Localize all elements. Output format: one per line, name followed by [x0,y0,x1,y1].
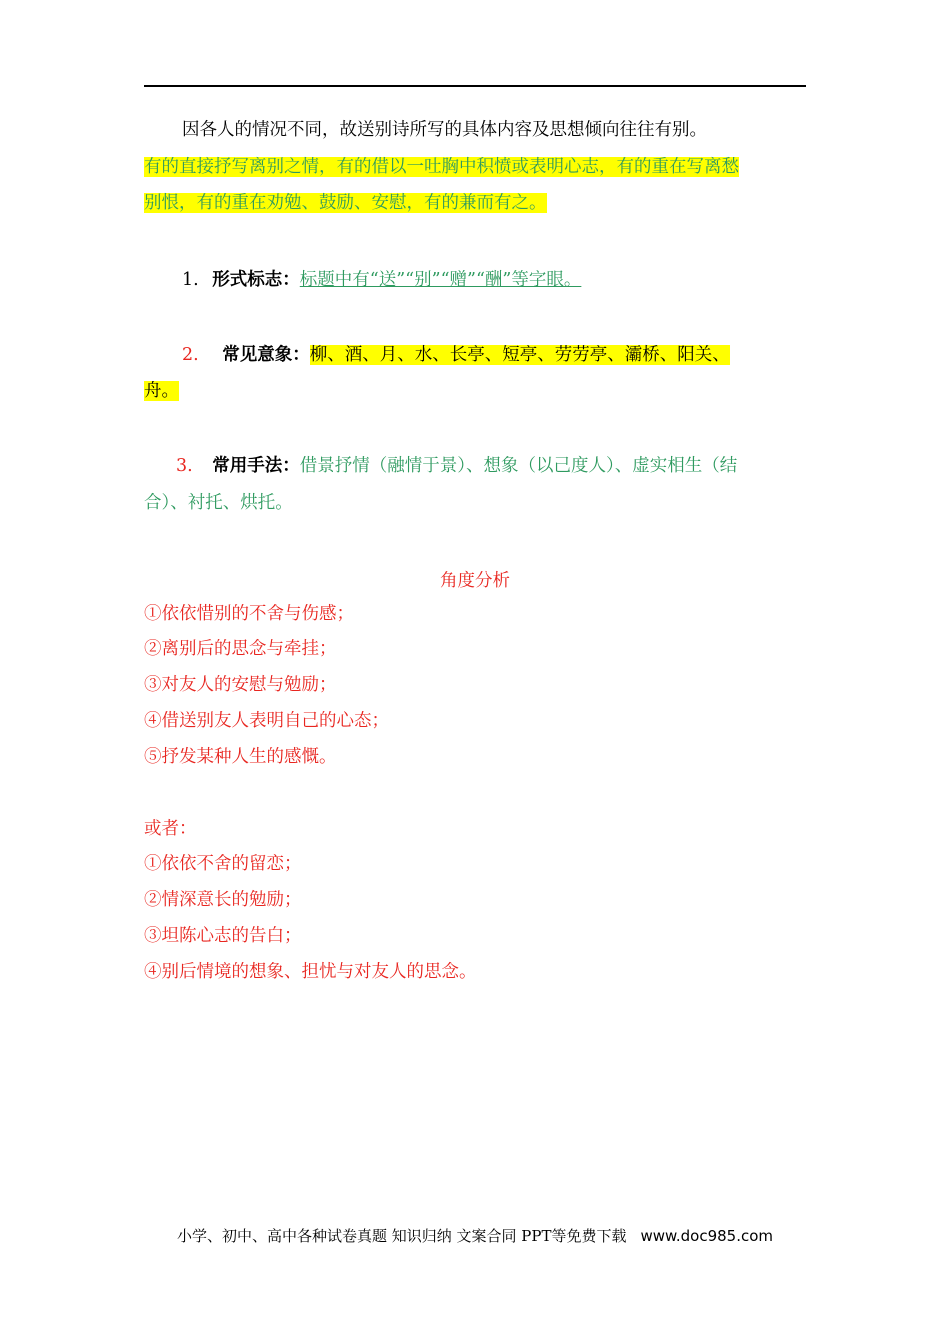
item-text: 柳、酒、月、水、长亭、短亭、劳劳亭、灞桥、阳关、 [309,345,730,365]
item-common-imagery [182,343,730,367]
item-text: 标题中有“送”“别”“赠”“酬”等字眼。 [299,270,582,290]
item-text-cont: 舟。 [144,381,179,401]
list-item: ②情深意长的勉励； [144,890,302,910]
intro-highlight-2: 有的直接抒写离别之情，有的借以一吐胸中积愤或表明心志，有的重在写离愁 [144,157,739,177]
list-item: ⑤抒发某种人生的感慨。 [144,747,337,767]
item-label: 常见意象： [222,345,310,365]
item-common-imagery-cont [144,379,179,403]
item-label: 形式标志： [212,270,300,290]
item-form-marker [182,268,581,292]
intro-line-3 [144,191,547,215]
list-item: ③坦陈心志的告白； [144,926,302,946]
item-common-techniques [176,454,737,478]
item-number: 3. [176,456,193,476]
list-item: ①依依惜别的不舍与伤感； [144,604,354,624]
analysis-title: 角度分析 [440,571,510,591]
footer-text: 小学、初中、高中各种试卷真题 知识归纳 文案合同 PPT等免费下载 [176,1227,627,1245]
list-item: ②离别后的思念与牵挂； [144,639,337,659]
or-label: 或者： [144,819,197,839]
item-number: 1. [182,270,199,290]
page-footer [0,1225,950,1247]
list-item: ③对友人的安慰与勉励； [144,675,337,695]
list-item: ④别后情境的想象、担忧与对友人的思念。 [144,962,477,982]
intro-highlight-3: 别恨，有的重在劝勉、鼓励、安慰，有的兼而有之。 [144,193,547,213]
footer-link[interactable]: www.doc985.com [640,1227,774,1245]
header-rule [144,85,806,87]
intro-line-1: 因各人的情况不同，故送别诗所写的具体内容及思想倾向往往有别。 [182,120,707,140]
list-item: ④借送别友人表明自己的心态； [144,711,389,731]
list-item: ①依依不舍的留恋； [144,854,302,874]
item-number: 2. [182,345,199,365]
item-text: 借景抒情（融情于景）、想象（以己度人）、虚实相生（结 [299,456,738,476]
intro-line-2 [144,155,739,179]
item-label: 常用手法： [212,456,300,476]
item-common-techniques-cont: 合）、衬托、烘托。 [144,493,293,513]
